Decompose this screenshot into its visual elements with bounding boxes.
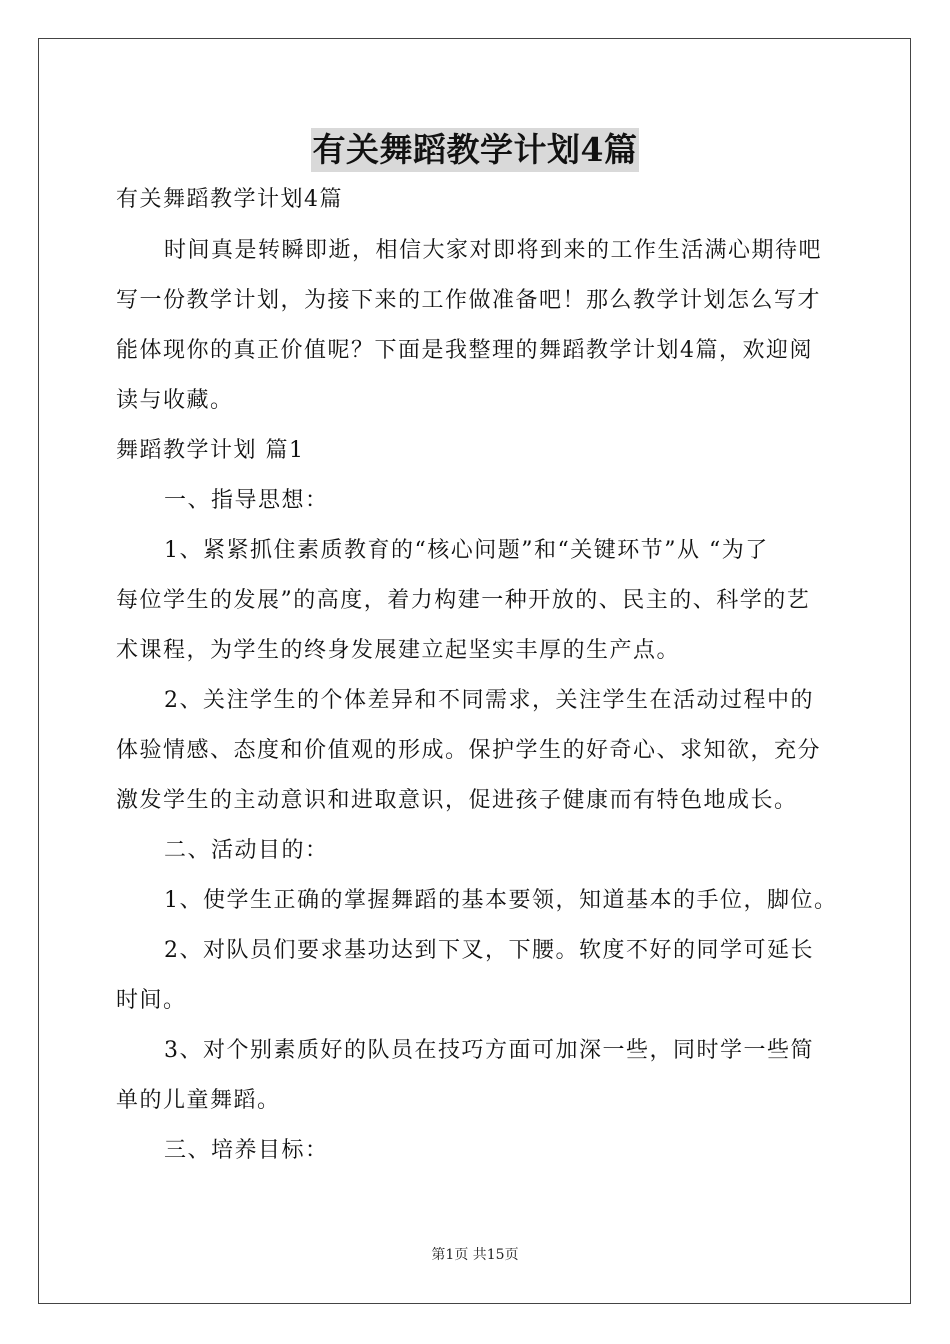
subheading: 三、培养目标： [164, 1138, 329, 1163]
paragraph-line: 1、使学生正确的掌握舞蹈的基本要领，知道基本的手位，脚位。 [164, 888, 838, 913]
intro-paragraph-line: 时间真是转瞬即逝，相信大家对即将到来的工作生活满心期待吧 [164, 238, 823, 263]
intro-paragraph-line: 能体现你的真正价值呢？下面是我整理的舞蹈教学计划4篇，欢迎阅 [116, 338, 813, 363]
intro-paragraph-line: 写一份教学计划，为接下来的工作做准备吧！那么教学计划怎么写才 [116, 288, 822, 313]
paragraph-line: 体验情感、态度和价值观的形成。保护学生的好奇心、求知欲，充分 [116, 738, 822, 763]
page-footer: 第1页 共15页 [431, 1247, 519, 1263]
document-title: 有关舞蹈教学计划4篇 [311, 128, 640, 172]
subheading: 一、指导思想： [164, 488, 329, 513]
paragraph-line: 每位学生的发展”的高度，着力构建一种开放的、民主的、科学的艺 [116, 588, 811, 613]
paragraph-line: 2、对队员们要求基功达到下叉，下腰。软度不好的同学可延长 [164, 938, 814, 963]
paragraph-line: 1、紧紧抓住素质教育的“核心问题”和“关键环节”从 “为了 [164, 538, 769, 563]
intro-paragraph-line: 读与收藏。 [116, 388, 234, 413]
paragraph-line: 时间。 [116, 988, 187, 1013]
subheading: 二、活动目的： [164, 838, 329, 863]
subtitle-line: 有关舞蹈教学计划4篇 [116, 187, 343, 212]
section-heading: 舞蹈教学计划 篇1 [116, 438, 305, 463]
paragraph-line: 单的儿童舞蹈。 [116, 1088, 281, 1113]
paragraph-line: 激发学生的主动意识和进取意识，促进孩子健康而有特色地成长。 [116, 788, 798, 813]
paragraph-line: 2、关注学生的个体差异和不同需求，关注学生在活动过程中的 [164, 688, 814, 713]
paragraph-line: 3、对个别素质好的队员在技巧方面可加深一些，同时学一些简 [164, 1038, 814, 1063]
title-container [0, 128, 950, 172]
paragraph-line: 术课程，为学生的终身发展建立起坚实丰厚的生产点。 [116, 638, 681, 663]
